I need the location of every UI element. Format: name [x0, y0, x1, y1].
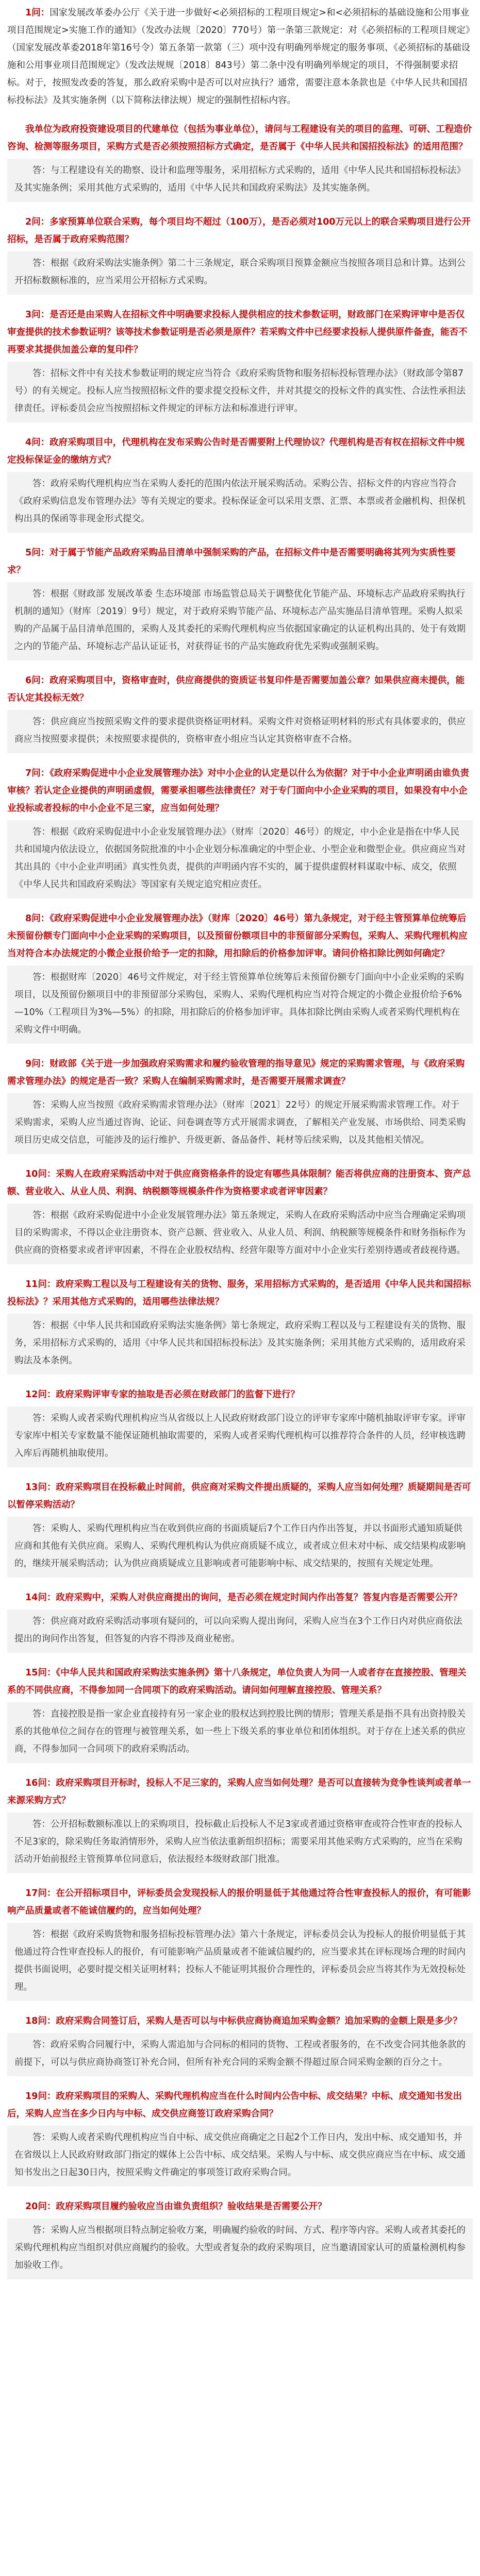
answer-text: 答：根据《政府采购货物和服务招标投标管理办法》第六十条规定，评标委员会认为投标人的报价明显低于其他通过符合性审查投标人的报价，有可能影响产品质量或者不能诚信履约的，应当要求其在评标现场合理的时间内提供书面说明，必要时提交相关证明材料；投标人不能证明其报价合理性的，评标委员会应当将其作为无效投标处理。 [7, 1923, 473, 2001]
question-text: 16问：政府采购项目开标时，投标人不足三家的，采购人应当如何处理？是否可以直接转为竞争性谈判或者单一来源采购方式？ [7, 1778, 471, 1806]
question-text: 7问：《政府采购促进中小企业发展管理办法》对中小企业的认定是以什么为依据？对于中小企业声明函由谁负责审核？若认定企业提供的声明函虚假，需要承担哪些法律责任？对于专门面向中小企业采购的项目，如果没有中小企业投标或者投标的中小企业不足三家，应当如何处理？ [7, 768, 469, 814]
qa-item [0, 1270, 480, 1375]
question-text: 11问：政府采购工程以及与工程建设有关的货物、服务，采用招标方式采购的，是否适用《中华人民共和国招标投标法》？采用其他方式采购的，适用哪些法律法规？ [7, 1279, 471, 1307]
answer-text: 答：采购人应当根据项目特点制定验收方案，明确履约验收的时间、方式、程序等内容。采购人或者其委托的采购代理机构应当组织对供应商履约的验收。大型或者复杂的政府采购项目，应当邀请国家认可的质量检测机构参加验收工作。 [7, 2218, 473, 2279]
answer-text: 答：供应商对政府采购活动事项有疑问的，可以向采购人提出询问，采购人应当在3个工作日内对供应商依法提出的询问作出答复，但答复的内容不得涉及商业秘密。 [7, 1609, 473, 1653]
answer-text: 答：根据《政府采购促进中小企业发展管理办法》第五条规定，采购人在政府采购活动中应当合理确定采购项目的采购需求，不得以企业注册资本、资产总额、营业收入、从业人员、利润、纳税额等规模条件和财务指标作为供应商的资格要求或者评审因素，不得在企业股权结构、经营年限等方面对中小企业实行差别待遇或者歧视待遇。 [7, 1204, 473, 1264]
question-text: 3问：是否还是由采购人在招标文件中明确要求投标人提供相应的技术参数证明，财政部门在采购评审中是否仅审查提供的技术参数证明？该等技术参数证明是否必须是原件？若采购文件中已经要求投标人提供原件备查，能否不再要求其提供加盖公章的复印件？ [7, 310, 468, 355]
answer-text: 答：公开招标数额标准以上的采购项目，投标截止后投标人不足3家或者通过资格审查或符合性审查的投标人不足3家的，除采购任务取消情形外，采购人应当依法重新组织招标；需要采用其他采购方式采购的，应当在采购活动开始前报经主管预算单位同意后，依法报经本级财政部门批准。 [7, 1812, 473, 1873]
answer-text: 答：采购人或者采购代理机构应当自中标、成交供应商确定之日起2个工作日内，发出中标、成交通知书，并在省级以上人民政府财政部门指定的媒体上公告中标、成交结果。采购人与中标、成交供应商应当在中标、成交通知书发出之日起30日内，按照采购文件确定的事项签订政府采购合同。 [7, 2126, 473, 2187]
question-text: 14问：政府采购中，采购人对供应商提出的询问，是否必须在规定时间内作出答复？答复内容是否需要公开？ [25, 1592, 462, 1603]
qa-item [0, 1473, 480, 1578]
answer-text: 答：采购人或者采购代理机构应当从省级以上人民政府财政部门设立的评审专家库中随机抽取评审专家。评审专家库中相关专家数量不能保证随机抽取需要的，采购人或者采购代理机构可以推荐符合条件的人员，经审核选聘入库后再随机抽取使用。 [7, 1406, 473, 1467]
qa-item [0, 429, 480, 533]
question-text: 4问：政府采购项目中，代理机构在发布采购公告时是否需要附上代理协议？代理机构是否有权在招标文件中规定投标保证金的缴纳方式？ [7, 437, 465, 465]
answer-text: 答：根据《中华人民共和国政府采购法实施条例》第七条规定，政府采购工程以及与工程建设有关的货物、服务，采用招标方式采购的，适用《中华人民共和国招标投标法》及其实施条例；采用其他方式采购的，适用政府采购法及本条例。 [7, 1314, 473, 1375]
answer-text: 答：根据《政府采购法实施条例》第二十三条规定，联合采购项目预算金额应当按照各项目总和计算。达到公开招标数额标准的，应当采用公开招标方式采购。 [7, 251, 473, 295]
question-text: 6问：政府采购项目中，资格审查时，供应商提供的资质证书复印件是否需要加盖公章？如果供应商未提供，能否认定其投标无效？ [7, 675, 465, 703]
intro-text: 国家发展改革委办公厅《关于进一步做好<必须招标的工程项目规定>和<必须招标的基础设施和公用事业项目范围规定>实施工作的通知》（发改办法规〔2020〕770号）第一条第三款规定：对《必须招标的工程项目规定》（国家发展改革委2018年第16号令）第五条第一款第（三）项中没有明确列举规定的服务事项、《必须招标的基础设施和公用事业项目范围规定》（发改法规规〔2018〕843号）第二条中没有明确列举规定的项目，不得强制要求招标。对于，按照发改委的答复，那么政府采购中是否可以对应执行？通常，需要注意本条款也是《中华人民共和国招标投标法》及其实施条例（以下简称法律法规）规定的强制性招标内容。 [7, 8, 471, 106]
intro-label: 1问： [25, 8, 50, 18]
question-text: 15问：《中华人民共和国政府采购法实施条例》第十八条规定，单位负责人为同一人或者存在直接控股、管理关系的不同供应商，不得参加同一合同项下的政府采购活动。请问如何理解直接控股、管理关系？ [7, 1668, 467, 1696]
answer-text: 答：政府采购合同履行中，采购人需追加与合同标的相同的货物、工程或者服务的，在不改变合同其他条款的前提下，可以与供应商协商签订补充合同，但所有补充合同的采购金额不得超过原合同采购金额的百分之十。 [7, 2033, 473, 2076]
answer-text: 答：招标文件中有关技术参数证明的规定应当符合《政府采购货物和服务招标投标管理办法》（财政部令第87号）的有关规定。投标人应当按照招标文件的要求提交投标文件，并对其提交的投标文件的真实性、合法性承担法律责任。评标委员会应当按照招标文件规定的评标方法和标准进行评审。 [7, 362, 473, 422]
qa-item [0, 2082, 480, 2187]
qa-item [0, 115, 480, 202]
qa-item [0, 208, 480, 295]
qa-item [0, 1050, 480, 1154]
qa-item [0, 1659, 480, 1763]
answer-text: 答：根据《政府采购促进中小企业发展管理办法》（财库〔2020〕46号）的规定，中小企业是指在中华人民共和国境内依法设立，依据国务院批准的中小企业划分标准确定的中型企业、小型企业和微型企业。供应商应当对其出具的《中小企业声明函》真实性负责，提供的声明函内容不实的，属于提供虚假材料谋取中标、成交，依照《中华人民共和国政府采购法》等国家有关规定追究相应责任。 [7, 820, 473, 899]
answer-text: 答：根据《财政部 发展改革委 生态环境部 市场监管总局关于调整优化节能产品、环境标志产品政府采购执行机制的通知》（财库〔2019〕9号）规定，对于政府采购节能产品、环境标志产品实施品目清单管理。采购人拟采购的产品属于品目清单范围的，采购人及其委托的采购代理机构应当依据国家确定的认证机构出具的、处于有效期之内的节能产品、环境标志产品认证证书，对获得证书的产品实施政府优先采购或强制采购。 [7, 582, 473, 660]
intro-paragraph [0, 0, 480, 115]
answer-text: 答：政府采购代理机构应当在采购人委托的范围内依法开展采购活动。采购公告、招标文件的内容应当符合《政府采购信息发布管理办法》等有关规定的要求。投标保证金可以采用支票、汇票、本票或者金融机构、担保机构出具的保函等非现金形式提交。 [7, 472, 473, 533]
answer-text: 答：供应商应当按照采购文件的要求提供资格证明材料。采购文件对资格证明材料的形式有具体要求的，供应商应当按照要求提供；未按照要求提供的，资格审查小组应当认定其资格审查不合格。 [7, 710, 473, 753]
qa-item [0, 2007, 480, 2076]
answer-text: 答：根据财库〔2020〕46号文件规定，对于经主管预算单位统筹后未预留份额专门面向中小企业采购的采购项目，以及预留份额项目中的非预留部分采购包，采购人、采购代理机构应当对符合规定的小微企业报价给予6%—10%（工程项目为3%—5%）的扣除，用扣除后的价格参加评审。具体扣除比例由采购人或者采购代理机构在采购文件中明确。 [7, 965, 473, 1044]
qa-list [0, 115, 480, 2279]
question-text: 17问：在公开招标项目中，评标委员会发现投标人的报价明显低于其他通过符合性审查投标人的报价，有可能影响产品质量或者不能诚信履约的，应当如何处理？ [7, 1888, 471, 1916]
question-text: 19问：政府采购项目的采购人、采购代理机构应当在什么时间内公告中标、成交结果？中标、成交通知书发出后，采购人应当在多少日内与中标、成交供应商签订政府采购合同？ [7, 2091, 462, 2119]
question-text: 8问：《政府采购促进中小企业发展管理办法》（财库〔2020〕46号）第九条规定，对于经主管预算单位统筹后未预留份额专门面向中小企业采购的采购项目，以及预留份额项目中的非预留部分采购包，采购人、采购代理机构应当对符合本办法规定的小微企业报价给予一定的扣除，用扣除后的价格参加评审。请问价格扣除比例如何确定？ [7, 913, 468, 959]
question-text: 10问：采购人在政府采购活动中对于供应商资格条件的设定有哪些具体限制？能否将供应商的注册资本、资产总额、营业收入、从业人员、利润、纳税额等规模条件作为资格要求或者评审因素？ [7, 1169, 471, 1197]
question-text: 我单位为政府投资建设项目的代建单位（包括为事业单位），请问与工程建设有关的项目的监理、可研、工程造价咨询、检测等服务项目，采购方式是否必须按照招标方式确定，是否属于《中华人民共和国招投标法》的适用范围？ [7, 124, 472, 152]
answer-text: 答：采购人、采购代理机构应当在收到供应商的书面质疑后7个工作日内作出答复，并以书面形式通知质疑供应商和其他有关供应商。采购人、采购代理机构认为供应商质疑不成立，或者成立但未对中标、成交结果构成影响的，继续开展采购活动；认为供应商质疑成立且影响或者可能影响中标、成交结果的，按照有关规定处理。 [7, 1517, 473, 1578]
question-text: 5问：对于属于节能产品政府采购品目清单中强制采购的产品，在招标文件中是否需要明确将其列为实质性要求？ [7, 548, 456, 575]
qa-item [0, 905, 480, 1044]
qa-item [0, 301, 480, 422]
question-text: 18问：政府采购合同签订后，采购人是否可以与中标供应商协商追加采购金额？追加采购的金额上限是多少？ [25, 2016, 462, 2026]
qa-item [0, 1381, 480, 1467]
question-text: 20问：政府采购项目履约验收应当由谁负责组织？验收结果是否需要公开？ [25, 2201, 327, 2212]
qa-item [0, 1584, 480, 1653]
qa-item [0, 1879, 480, 2001]
answer-text: 答：与工程建设有关的勘察、设计和监理等服务，采用招标方式采购的，适用《中华人民共和国招标投标法》及其实施条例；采用其他方式采购的，适用《中华人民共和国政府采购法》及其实施条例。 [7, 159, 473, 202]
qa-item [0, 759, 480, 899]
qa-item [0, 667, 480, 753]
question-text: 13问：政府采购项目在投标截止时间前，供应商对采购文件提出质疑的，采购人应当如何处理？质疑期间是否可以暂停采购活动？ [7, 1482, 471, 1510]
qa-item [0, 2193, 480, 2279]
qa-item [0, 1769, 480, 1873]
answer-text: 答：直接控股是指一家企业直接持有另一家企业的股权达到控股比例的情形；管理关系是指不具有出资持股关系的其他单位之间存在的管理与被管理关系，如一些上下级关系的事业单位和团体组织。对于存在上述关系的供应商，不得参加同一合同项下的政府采购活动。 [7, 1702, 473, 1763]
question-text: 9问：财政部《关于进一步加强政府采购需求和履约验收管理的指导意见》规定的采购需求管理，与《政府采购需求管理办法》的规定是否一致？采购人在编制采购需求时，是否需要开展需求调查？ [7, 1059, 465, 1087]
answer-text: 答：采购人应当按照《政府采购需求管理办法》（财库〔2021〕22号）的规定开展采购需求管理工作。对于采购需求，采购人应当通过咨询、论证、问卷调查等方式开展需求调查，了解相关产业发展、市场供给、同类采购项目历史成交信息，可能涉及的运行维护、升级更新、备品备件、耗材等后续采购，以及其他相关情况。 [7, 1093, 473, 1154]
question-text: 2问：多家预算单位联合采购，每个项目均不超过（100万），是否必须对100万元以上的联合采购项目进行公开招标，是否属于政府采购范围？ [7, 217, 471, 245]
qa-item [0, 539, 480, 660]
qa-item [0, 1160, 480, 1264]
question-text: 12问：政府采购评审专家的抽取是否必须在财政部门的监督下进行？ [25, 1389, 300, 1400]
